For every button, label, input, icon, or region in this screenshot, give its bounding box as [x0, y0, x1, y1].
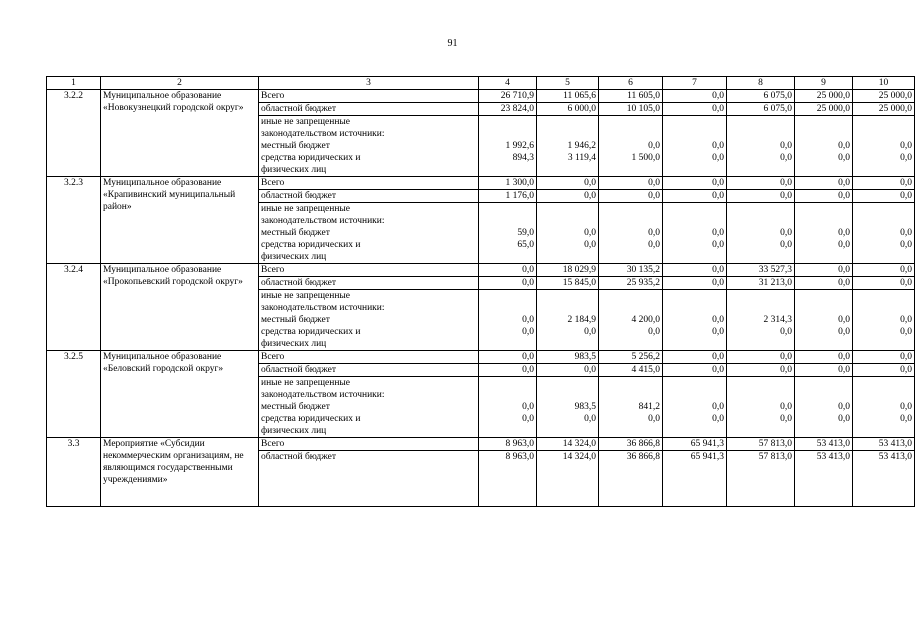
- amount-cell: 53 413,0: [853, 451, 915, 507]
- amount-cell: 31 213,0: [727, 277, 795, 290]
- legal-entities-label: средства юридических и: [261, 153, 361, 163]
- other-sources-label: законодательством источники:: [261, 303, 385, 313]
- legal-entities-amount: 0,0: [900, 414, 912, 424]
- amount-cell: 8 963,0: [479, 451, 537, 507]
- amount-cell: [727, 290, 795, 351]
- amount-cell: 0,0: [663, 90, 727, 103]
- legal-entities-amount: 894,3: [512, 153, 534, 163]
- amount-cell: 65 941,3: [663, 438, 727, 451]
- amount-cell: 0,0: [795, 177, 853, 190]
- legal-entities-amount: 65,0: [517, 240, 534, 250]
- legal-entities-amount: 0,0: [712, 414, 724, 424]
- amount-cell: 26 710,9: [479, 90, 537, 103]
- amount-cell: [853, 290, 915, 351]
- amount-cell: 6 075,0: [727, 103, 795, 116]
- section-name: Муниципальное образование «Прокопьевский городской округ»: [101, 264, 259, 351]
- local-budget-amount: 983,5: [574, 402, 596, 412]
- row-label-total: Всего: [259, 438, 479, 451]
- row-label-other-sources: [259, 116, 479, 177]
- amount-cell: 0,0: [853, 264, 915, 277]
- header-cell: 10: [853, 77, 915, 90]
- local-budget-amount: 2 314,3: [763, 315, 792, 325]
- legal-entities-amount: 0,0: [900, 240, 912, 250]
- other-sources-label: иные не запрещенные: [261, 291, 351, 301]
- legal-entities-amount: 0,0: [900, 327, 912, 337]
- other-sources-label: законодательством источники:: [261, 390, 385, 400]
- amount-cell: 983,5: [537, 351, 599, 364]
- local-budget-amount: 0,0: [900, 402, 912, 412]
- section-code: 3.3: [47, 438, 101, 507]
- amount-cell: 0,0: [537, 364, 599, 377]
- amount-cell: 1 300,0: [479, 177, 537, 190]
- legal-entities-label: средства юридических и: [261, 327, 361, 337]
- amount-cell: [727, 116, 795, 177]
- funding-table: [46, 76, 915, 507]
- amount-cell: 0,0: [663, 351, 727, 364]
- row-label-regional: областной бюджет: [259, 451, 479, 507]
- local-budget-amount: 0,0: [780, 402, 792, 412]
- row-label-regional: областной бюджет: [259, 103, 479, 116]
- amount-cell: [795, 377, 853, 438]
- local-budget-label: местный бюджет: [261, 141, 330, 151]
- amount-cell: 0,0: [479, 264, 537, 277]
- amount-cell: 0,0: [853, 177, 915, 190]
- amount-cell: 0,0: [727, 364, 795, 377]
- amount-cell: 15 845,0: [537, 277, 599, 290]
- amount-cell: 0,0: [663, 190, 727, 203]
- section-total-row: [47, 438, 915, 451]
- amount-cell: [537, 116, 599, 177]
- amount-cell: [479, 290, 537, 351]
- amount-cell: [537, 203, 599, 264]
- amount-cell: [599, 116, 663, 177]
- section-code: 3.2.5: [47, 351, 101, 438]
- local-budget-amount: 0,0: [522, 402, 534, 412]
- section-name: Мероприятие «Субсидии некоммерческим организациям, не являющимся государственными учреждениями»: [101, 438, 259, 507]
- row-label-regional: областной бюджет: [259, 364, 479, 377]
- amount-cell: 0,0: [795, 264, 853, 277]
- local-budget-amount: 0,0: [780, 141, 792, 151]
- amount-cell: 0,0: [537, 177, 599, 190]
- amount-cell: [727, 203, 795, 264]
- legal-entities-amount: 0,0: [838, 414, 850, 424]
- amount-cell: 53 413,0: [853, 438, 915, 451]
- amount-cell: 57 813,0: [727, 438, 795, 451]
- amount-cell: [853, 203, 915, 264]
- legal-entities-amount: 0,0: [712, 153, 724, 163]
- amount-cell: [663, 377, 727, 438]
- amount-cell: 6 075,0: [727, 90, 795, 103]
- row-label-total: Всего: [259, 351, 479, 364]
- row-label-other-sources: [259, 290, 479, 351]
- amount-cell: 0,0: [727, 177, 795, 190]
- row-label-regional: областной бюджет: [259, 277, 479, 290]
- amount-cell: 0,0: [663, 264, 727, 277]
- amount-cell: [479, 203, 537, 264]
- amount-cell: [599, 290, 663, 351]
- amount-cell: 0,0: [663, 277, 727, 290]
- amount-cell: 33 527,3: [727, 264, 795, 277]
- legal-entities-amount: 0,0: [648, 240, 660, 250]
- legal-entities-amount: 0,0: [584, 414, 596, 424]
- amount-cell: 25 000,0: [795, 90, 853, 103]
- other-sources-label: законодательством источники:: [261, 216, 385, 226]
- amount-cell: 0,0: [599, 177, 663, 190]
- header-cell: 6: [599, 77, 663, 90]
- amount-cell: 1 176,0: [479, 190, 537, 203]
- amount-cell: 11 065,6: [537, 90, 599, 103]
- amount-cell: 53 413,0: [795, 438, 853, 451]
- other-sources-label: иные не запрещенные: [261, 378, 351, 388]
- row-label-other-sources: [259, 203, 479, 264]
- amount-cell: 36 866,8: [599, 438, 663, 451]
- local-budget-amount: 0,0: [900, 141, 912, 151]
- header-cell: 8: [727, 77, 795, 90]
- row-label-other-sources: [259, 377, 479, 438]
- legal-entities-amount: 0,0: [838, 327, 850, 337]
- amount-cell: [663, 116, 727, 177]
- header-cell: 4: [479, 77, 537, 90]
- legal-entities-label: средства юридических и: [261, 414, 361, 424]
- amount-cell: 36 866,8: [599, 451, 663, 507]
- section-code: 3.2.2: [47, 90, 101, 177]
- header-cell: 1: [47, 77, 101, 90]
- amount-cell: 14 324,0: [537, 451, 599, 507]
- amount-cell: 25 000,0: [853, 103, 915, 116]
- amount-cell: 0,0: [537, 190, 599, 203]
- amount-cell: [795, 290, 853, 351]
- section-total-row: [47, 264, 915, 277]
- row-label-total: Всего: [259, 264, 479, 277]
- legal-entities-amount: 0,0: [780, 153, 792, 163]
- amount-cell: [479, 116, 537, 177]
- local-budget-amount: 1 946,2: [567, 141, 596, 151]
- legal-entities-label: средства юридических и: [261, 240, 361, 250]
- amount-cell: 30 135,2: [599, 264, 663, 277]
- local-budget-amount: 0,0: [780, 228, 792, 238]
- amount-cell: 23 824,0: [479, 103, 537, 116]
- amount-cell: [599, 203, 663, 264]
- section-total-row: [47, 351, 915, 364]
- header-row: [47, 77, 915, 90]
- local-budget-amount: 0,0: [584, 228, 596, 238]
- amount-cell: 6 000,0: [537, 103, 599, 116]
- row-label-total: Всего: [259, 90, 479, 103]
- amount-cell: [663, 290, 727, 351]
- other-sources-label: иные не запрещенные: [261, 117, 351, 127]
- local-budget-amount: 0,0: [522, 315, 534, 325]
- local-budget-amount: 0,0: [712, 315, 724, 325]
- section-name: Муниципальное образование «Беловский городской округ»: [101, 351, 259, 438]
- legal-entities-amount: 0,0: [838, 153, 850, 163]
- amount-cell: 0,0: [795, 351, 853, 364]
- amount-cell: 4 415,0: [599, 364, 663, 377]
- legal-entities-amount: 3 119,4: [567, 153, 596, 163]
- row-label-regional: областной бюджет: [259, 190, 479, 203]
- amount-cell: [479, 377, 537, 438]
- legal-entities-amount: 0,0: [712, 240, 724, 250]
- amount-cell: 53 413,0: [795, 451, 853, 507]
- legal-entities-amount: 1 500,0: [631, 153, 660, 163]
- header-cell: 2: [101, 77, 259, 90]
- header-cell: 9: [795, 77, 853, 90]
- amount-cell: [599, 377, 663, 438]
- amount-cell: 0,0: [479, 351, 537, 364]
- legal-entities-amount: 0,0: [648, 327, 660, 337]
- amount-cell: [853, 377, 915, 438]
- legal-entities-label: физических лиц: [261, 426, 327, 436]
- header-cell: 5: [537, 77, 599, 90]
- row-label-total: Всего: [259, 177, 479, 190]
- section-code: 3.2.4: [47, 264, 101, 351]
- legal-entities-amount: 0,0: [780, 240, 792, 250]
- amount-cell: [795, 203, 853, 264]
- amount-cell: [537, 290, 599, 351]
- amount-cell: 0,0: [479, 277, 537, 290]
- amount-cell: 5 256,2: [599, 351, 663, 364]
- amount-cell: [795, 116, 853, 177]
- amount-cell: 0,0: [853, 190, 915, 203]
- local-budget-amount: 2 184,9: [567, 315, 596, 325]
- local-budget-amount: 0,0: [648, 141, 660, 151]
- amount-cell: 0,0: [479, 364, 537, 377]
- local-budget-amount: 0,0: [900, 228, 912, 238]
- legal-entities-amount: 0,0: [522, 327, 534, 337]
- amount-cell: 10 105,0: [599, 103, 663, 116]
- amount-cell: 25 000,0: [795, 103, 853, 116]
- section-name: Муниципальное образование «Крапивинский муниципальный район»: [101, 177, 259, 264]
- amount-cell: [853, 116, 915, 177]
- local-budget-amount: 59,0: [517, 228, 534, 238]
- amount-cell: [537, 377, 599, 438]
- amount-cell: 0,0: [795, 190, 853, 203]
- local-budget-amount: 0,0: [838, 402, 850, 412]
- other-sources-label: иные не запрещенные: [261, 204, 351, 214]
- amount-cell: 57 813,0: [727, 451, 795, 507]
- amount-cell: [663, 203, 727, 264]
- amount-cell: 25 935,2: [599, 277, 663, 290]
- amount-cell: 0,0: [795, 364, 853, 377]
- local-budget-amount: 0,0: [900, 315, 912, 325]
- local-budget-amount: 1 992,6: [505, 141, 534, 151]
- amount-cell: 0,0: [727, 190, 795, 203]
- legal-entities-amount: 0,0: [648, 414, 660, 424]
- local-budget-label: местный бюджет: [261, 228, 330, 238]
- local-budget-amount: 0,0: [712, 141, 724, 151]
- legal-entities-label: физических лиц: [261, 252, 327, 262]
- page-number: 91: [447, 38, 458, 49]
- local-budget-amount: 0,0: [712, 228, 724, 238]
- amount-cell: [727, 377, 795, 438]
- header-cell: 3: [259, 77, 479, 90]
- legal-entities-amount: 0,0: [584, 240, 596, 250]
- other-sources-label: законодательством источники:: [261, 129, 385, 139]
- section-total-row: [47, 90, 915, 103]
- legal-entities-amount: 0,0: [780, 414, 792, 424]
- local-budget-label: местный бюджет: [261, 315, 330, 325]
- section-name: Муниципальное образование «Новокузнецкий городской округ»: [101, 90, 259, 177]
- header-cell: 7: [663, 77, 727, 90]
- local-budget-label: местный бюджет: [261, 402, 330, 412]
- legal-entities-amount: 0,0: [712, 327, 724, 337]
- section-total-row: [47, 177, 915, 190]
- legal-entities-label: физических лиц: [261, 165, 327, 175]
- amount-cell: 0,0: [599, 190, 663, 203]
- amount-cell: 0,0: [853, 364, 915, 377]
- amount-cell: 0,0: [663, 364, 727, 377]
- amount-cell: 0,0: [663, 103, 727, 116]
- amount-cell: 14 324,0: [537, 438, 599, 451]
- legal-entities-amount: 0,0: [584, 327, 596, 337]
- amount-cell: 11 605,0: [599, 90, 663, 103]
- local-budget-amount: 0,0: [838, 228, 850, 238]
- local-budget-amount: 0,0: [712, 402, 724, 412]
- legal-entities-amount: 0,0: [780, 327, 792, 337]
- local-budget-amount: 0,0: [838, 141, 850, 151]
- legal-entities-amount: 0,0: [838, 240, 850, 250]
- amount-cell: 0,0: [663, 177, 727, 190]
- legal-entities-label: физических лиц: [261, 339, 327, 349]
- amount-cell: 0,0: [853, 351, 915, 364]
- local-budget-amount: 0,0: [838, 315, 850, 325]
- section-code: 3.2.3: [47, 177, 101, 264]
- legal-entities-amount: 0,0: [522, 414, 534, 424]
- amount-cell: 0,0: [727, 351, 795, 364]
- amount-cell: 25 000,0: [853, 90, 915, 103]
- local-budget-amount: 4 200,0: [631, 315, 660, 325]
- legal-entities-amount: 0,0: [900, 153, 912, 163]
- amount-cell: 8 963,0: [479, 438, 537, 451]
- local-budget-amount: 841,2: [638, 402, 660, 412]
- amount-cell: 65 941,3: [663, 451, 727, 507]
- local-budget-amount: 0,0: [648, 228, 660, 238]
- amount-cell: 0,0: [853, 277, 915, 290]
- amount-cell: 18 029,9: [537, 264, 599, 277]
- amount-cell: 0,0: [795, 277, 853, 290]
